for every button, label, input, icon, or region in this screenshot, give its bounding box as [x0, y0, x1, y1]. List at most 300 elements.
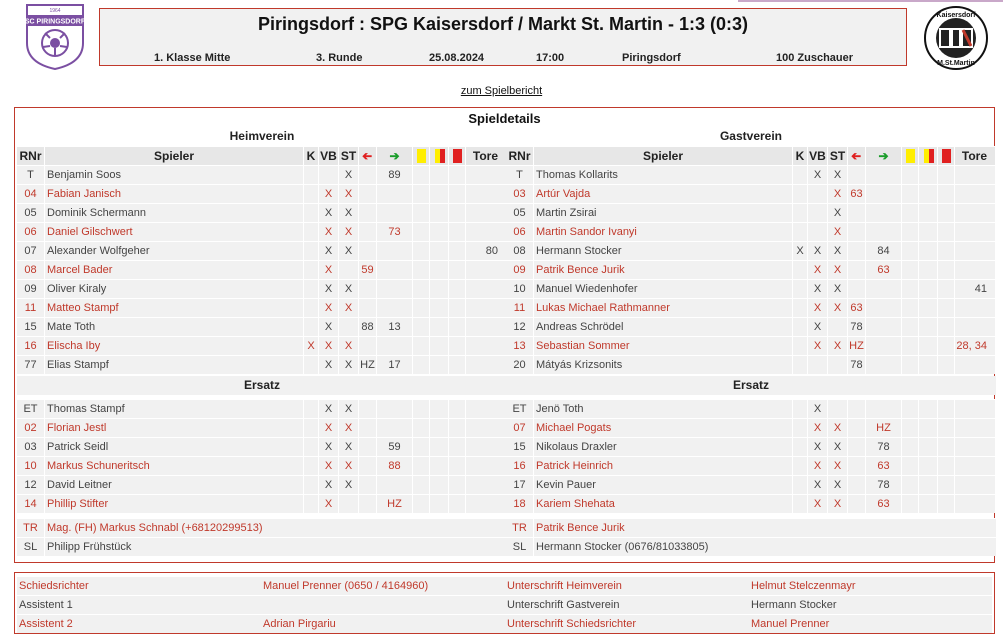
player-row — [506, 456, 996, 475]
player-row — [506, 355, 996, 374]
player-goals: 80 — [466, 242, 507, 260]
player-y — [902, 318, 919, 336]
player-row — [17, 222, 507, 241]
player-vb — [808, 185, 828, 203]
player-y — [413, 318, 430, 336]
player-name[interactable]: Dominik Schermann — [45, 204, 304, 222]
player-in: HZ — [377, 495, 413, 513]
player-name[interactable]: Andreas Schrödel — [534, 318, 793, 336]
player-nr: 17 — [506, 476, 534, 494]
header-r — [449, 147, 466, 165]
official-label2: Unterschrift Heimverein — [507, 580, 622, 592]
player-nr: ET — [17, 400, 45, 418]
player-name[interactable]: Martin Zsirai — [534, 204, 793, 222]
player-vb: X — [808, 299, 828, 317]
player-st: X — [339, 476, 359, 494]
player-nr: 10 — [506, 280, 534, 298]
player-in — [866, 318, 902, 336]
player-vb: X — [319, 299, 339, 317]
player-r — [938, 400, 955, 418]
player-r — [449, 223, 466, 241]
player-row — [17, 317, 507, 336]
player-row — [17, 260, 507, 279]
player-in: 84 — [866, 242, 902, 260]
player-name[interactable]: Daniel Gilschwert — [45, 223, 304, 241]
header-nr: RNr — [17, 147, 45, 165]
player-goals — [955, 438, 996, 456]
player-st: X — [339, 299, 359, 317]
player-k — [793, 438, 808, 456]
player-y — [413, 495, 430, 513]
player-name[interactable]: Benjamin Soos — [45, 166, 304, 184]
player-r — [449, 204, 466, 222]
header-goals: Tore — [955, 147, 996, 165]
player-r — [938, 223, 955, 241]
player-r — [938, 337, 955, 355]
player-k — [304, 419, 319, 437]
player-yr — [919, 223, 938, 241]
player-goals — [955, 495, 996, 513]
player-vb: X — [808, 261, 828, 279]
official-row — [17, 614, 992, 633]
staff-name: Philipp Frühstück — [47, 541, 132, 553]
player-y — [902, 280, 919, 298]
player-nr: 11 — [17, 299, 45, 317]
header-k: K — [304, 147, 319, 165]
player-y — [902, 419, 919, 437]
player-st: X — [828, 419, 848, 437]
player-y — [902, 223, 919, 241]
player-vb: X — [808, 419, 828, 437]
player-name[interactable]: Jenö Toth — [534, 400, 793, 418]
player-vb: X — [319, 419, 339, 437]
player-in — [866, 185, 902, 203]
player-vb: X — [319, 318, 339, 336]
player-st: X — [828, 495, 848, 513]
player-row — [506, 260, 996, 279]
player-r — [449, 356, 466, 374]
player-k — [304, 204, 319, 222]
player-y — [413, 438, 430, 456]
player-in — [377, 400, 413, 418]
player-y — [413, 223, 430, 241]
player-name[interactable]: David Leitner — [45, 476, 304, 494]
player-k — [793, 495, 808, 513]
player-r — [938, 438, 955, 456]
player-y — [413, 280, 430, 298]
player-y — [413, 166, 430, 184]
player-yr — [430, 204, 449, 222]
report-link-wrap — [0, 85, 1003, 97]
player-vb — [319, 166, 339, 184]
player-name[interactable]: Thomas Kollarits — [534, 166, 793, 184]
staff-name: Hermann Stocker (0676/81033805) — [536, 541, 709, 553]
player-goals — [955, 261, 996, 279]
player-nr: 03 — [506, 185, 534, 203]
player-st: X — [339, 337, 359, 355]
player-k — [304, 476, 319, 494]
player-r — [449, 438, 466, 456]
player-r — [938, 166, 955, 184]
header-k: K — [793, 147, 808, 165]
match-details-panel — [14, 107, 995, 563]
player-y — [413, 185, 430, 203]
player-nr: 77 — [17, 356, 45, 374]
player-goals — [955, 166, 996, 184]
player-goals — [466, 438, 507, 456]
player-st: X — [828, 457, 848, 475]
player-k — [793, 204, 808, 222]
player-goals — [955, 242, 996, 260]
player-row — [17, 298, 507, 317]
player-name[interactable]: Patrik Bence Jurik — [534, 261, 793, 279]
player-in — [377, 242, 413, 260]
player-row — [17, 279, 507, 298]
player-vb — [808, 223, 828, 241]
player-name[interactable]: Artúr Vajda — [534, 185, 793, 203]
player-r — [449, 242, 466, 260]
player-k — [793, 261, 808, 279]
player-yr — [919, 166, 938, 184]
player-goals — [466, 166, 507, 184]
player-k — [304, 400, 319, 418]
player-vb: X — [319, 495, 339, 513]
player-out — [359, 476, 377, 494]
player-y — [413, 476, 430, 494]
player-yr — [919, 318, 938, 336]
player-out — [848, 204, 866, 222]
player-k — [793, 185, 808, 203]
player-in: 73 — [377, 223, 413, 241]
player-y — [413, 356, 430, 374]
player-out — [359, 280, 377, 298]
player-in — [377, 419, 413, 437]
player-nr: 03 — [17, 438, 45, 456]
player-goals — [466, 299, 507, 317]
player-nr: 07 — [506, 419, 534, 437]
player-nr: 15 — [506, 438, 534, 456]
player-in: 13 — [377, 318, 413, 336]
player-row — [17, 494, 507, 513]
player-nr: ET — [506, 400, 534, 418]
player-in — [866, 337, 902, 355]
player-row — [17, 203, 507, 222]
player-st: X — [828, 337, 848, 355]
player-name[interactable]: Lukas Michael Rathmanner — [534, 299, 793, 317]
player-out — [848, 166, 866, 184]
red-card-icon — [942, 149, 951, 163]
player-st: X — [828, 204, 848, 222]
player-y — [902, 438, 919, 456]
player-name[interactable]: Kariem Shehata — [534, 495, 793, 513]
match-spectators: 100 Zuschauer — [776, 52, 854, 64]
table-header-row — [506, 146, 996, 165]
header-vb: VB — [808, 147, 828, 165]
player-y — [902, 261, 919, 279]
player-vb: X — [808, 457, 828, 475]
player-r — [938, 356, 955, 374]
player-st — [339, 261, 359, 279]
player-out — [848, 419, 866, 437]
player-vb: X — [319, 185, 339, 203]
official-label1: Assistent 1 — [19, 599, 73, 611]
player-name[interactable]: Mate Toth — [45, 318, 304, 336]
player-nr: 15 — [17, 318, 45, 336]
player-row — [506, 336, 996, 355]
player-k — [304, 223, 319, 241]
top-accent-line — [738, 0, 1003, 2]
player-st: X — [339, 280, 359, 298]
player-goals — [466, 223, 507, 241]
player-k — [304, 457, 319, 475]
player-vb: X — [808, 495, 828, 513]
official-value2: Manuel Prenner — [751, 618, 830, 630]
player-y — [413, 337, 430, 355]
player-yr — [919, 419, 938, 437]
player-name[interactable]: Marcel Bader — [45, 261, 304, 279]
header-y — [902, 147, 919, 165]
player-in — [866, 223, 902, 241]
player-st: X — [339, 185, 359, 203]
player-out — [848, 438, 866, 456]
player-name[interactable]: Oliver Kiraly — [45, 280, 304, 298]
header-st: ST — [339, 147, 359, 165]
player-out — [359, 337, 377, 355]
player-st — [339, 318, 359, 336]
player-r — [938, 457, 955, 475]
away-club-logo — [923, 6, 989, 70]
player-name[interactable]: Fabian Janisch — [45, 185, 304, 203]
player-row — [506, 418, 996, 437]
substitution-out-icon: ➔ — [362, 149, 373, 163]
player-yr — [430, 299, 449, 317]
staff-row — [17, 537, 507, 556]
player-yr — [919, 457, 938, 475]
player-yr — [430, 337, 449, 355]
player-yr — [919, 242, 938, 260]
player-in: 78 — [866, 438, 902, 456]
header-nr: RNr — [506, 147, 534, 165]
player-st: X — [828, 166, 848, 184]
player-goals — [466, 261, 507, 279]
player-r — [449, 185, 466, 203]
staff-role: TR — [506, 519, 534, 537]
player-yr — [919, 400, 938, 418]
player-goals — [955, 400, 996, 418]
header-yr — [919, 147, 938, 165]
match-date: 25.08.2024 — [429, 52, 485, 64]
player-yr — [430, 166, 449, 184]
player-yr — [430, 495, 449, 513]
player-row — [506, 437, 996, 456]
player-k — [304, 185, 319, 203]
match-round: 3. Runde — [316, 52, 363, 64]
header-out — [848, 147, 866, 165]
player-row — [17, 475, 507, 494]
player-name[interactable]: Phillip Stifter — [45, 495, 304, 513]
player-r — [449, 337, 466, 355]
player-yr — [919, 261, 938, 279]
player-r — [938, 495, 955, 513]
player-y — [413, 261, 430, 279]
player-name[interactable]: Kevin Pauer — [534, 476, 793, 494]
player-goals — [466, 419, 507, 437]
player-y — [902, 204, 919, 222]
player-yr — [430, 356, 449, 374]
player-nr: 08 — [506, 242, 534, 260]
player-name[interactable]: Florian Jestl — [45, 419, 304, 437]
player-k — [304, 318, 319, 336]
player-goals — [955, 457, 996, 475]
player-r — [449, 419, 466, 437]
player-vb: X — [319, 261, 339, 279]
header-out — [359, 147, 377, 165]
player-name[interactable]: Elischa Iby — [45, 337, 304, 355]
player-name[interactable]: Patrick Seidl — [45, 438, 304, 456]
player-k — [304, 280, 319, 298]
player-goals — [955, 223, 996, 241]
player-nr: T — [17, 166, 45, 184]
player-y — [902, 185, 919, 203]
player-yr — [919, 337, 938, 355]
red-card-icon — [453, 149, 462, 163]
player-vb: X — [319, 476, 339, 494]
player-yr — [919, 185, 938, 203]
player-goals: 28, 34 — [955, 337, 996, 355]
player-nr: 12 — [506, 318, 534, 336]
details-title: Spieldetails — [468, 111, 541, 126]
player-r — [938, 419, 955, 437]
player-name[interactable]: Manuel Wiedenhofer — [534, 280, 793, 298]
player-out — [848, 280, 866, 298]
player-name[interactable]: Hermann Stocker — [534, 242, 793, 260]
player-name[interactable]: Matteo Stampf — [45, 299, 304, 317]
player-goals — [955, 318, 996, 336]
player-st: X — [339, 223, 359, 241]
header-yr — [430, 147, 449, 165]
player-vb: X — [319, 438, 339, 456]
player-out — [359, 457, 377, 475]
player-yr — [430, 318, 449, 336]
player-nr: 18 — [506, 495, 534, 513]
player-in — [377, 280, 413, 298]
player-goals — [466, 280, 507, 298]
player-y — [413, 419, 430, 437]
player-y — [902, 166, 919, 184]
player-vb: X — [808, 476, 828, 494]
player-name[interactable]: Mátyás Krizsonits — [534, 356, 793, 374]
player-row — [17, 437, 507, 456]
away-team-section — [506, 127, 996, 556]
player-vb: X — [319, 457, 339, 475]
player-nr: 06 — [17, 223, 45, 241]
player-st — [828, 400, 848, 418]
match-report-link[interactable]: zum Spielbericht — [460, 85, 543, 97]
player-out — [359, 223, 377, 241]
player-name[interactable]: Thomas Stampf — [45, 400, 304, 418]
player-nr: 09 — [17, 280, 45, 298]
player-row — [17, 241, 507, 260]
header-in — [866, 147, 902, 165]
player-name[interactable]: Sebastian Sommer — [534, 337, 793, 355]
player-out — [848, 242, 866, 260]
player-out: 63 — [848, 299, 866, 317]
player-row — [17, 165, 507, 184]
player-name[interactable]: Alexander Wolfgeher — [45, 242, 304, 260]
player-yr — [430, 261, 449, 279]
player-yr — [919, 495, 938, 513]
player-vb: X — [319, 337, 339, 355]
player-out — [848, 495, 866, 513]
player-st: X — [828, 280, 848, 298]
player-nr: 10 — [17, 457, 45, 475]
player-goals — [955, 204, 996, 222]
player-name[interactable]: Martin Sandor Ivanyi — [534, 223, 793, 241]
player-vb: X — [319, 356, 339, 374]
player-row — [17, 336, 507, 355]
match-header — [99, 8, 907, 66]
player-name[interactable]: Markus Schuneritsch — [45, 457, 304, 475]
player-r — [449, 261, 466, 279]
player-out — [848, 223, 866, 241]
player-row — [17, 355, 507, 374]
player-nr: T — [506, 166, 534, 184]
home-logo-year: 1964 — [49, 8, 61, 14]
player-out — [359, 419, 377, 437]
player-in — [377, 299, 413, 317]
player-k — [304, 495, 319, 513]
player-name[interactable]: Patrick Heinrich — [534, 457, 793, 475]
player-name[interactable]: Nikolaus Draxler — [534, 438, 793, 456]
player-in: 78 — [866, 476, 902, 494]
player-r — [449, 280, 466, 298]
player-vb — [808, 356, 828, 374]
player-name[interactable]: Elias Stampf — [45, 356, 304, 374]
player-k — [304, 261, 319, 279]
player-st — [828, 318, 848, 336]
player-yr — [919, 476, 938, 494]
home-team-label: Heimverein — [229, 129, 295, 143]
player-vb: X — [808, 318, 828, 336]
header-name: Spieler — [534, 147, 793, 165]
player-nr: 09 — [506, 261, 534, 279]
player-name[interactable]: Michael Pogats — [534, 419, 793, 437]
player-y — [413, 242, 430, 260]
player-in — [377, 204, 413, 222]
player-out: 63 — [848, 185, 866, 203]
player-goals — [466, 337, 507, 355]
player-y — [902, 495, 919, 513]
player-yr — [430, 280, 449, 298]
home-logo-text: SC PIRINGSDORF — [25, 18, 85, 26]
player-goals — [466, 204, 507, 222]
staff-row — [17, 518, 507, 537]
player-row — [506, 165, 996, 184]
player-row — [506, 222, 996, 241]
player-out — [848, 457, 866, 475]
player-goals — [955, 419, 996, 437]
player-vb: X — [808, 280, 828, 298]
player-yr — [919, 204, 938, 222]
player-st: X — [339, 457, 359, 475]
player-r — [938, 476, 955, 494]
player-out: 78 — [848, 318, 866, 336]
official-label1: Schiedsrichter — [19, 580, 89, 592]
yellow-red-card-icon — [924, 149, 933, 163]
player-row — [506, 399, 996, 418]
player-r — [449, 318, 466, 336]
player-vb — [808, 204, 828, 222]
